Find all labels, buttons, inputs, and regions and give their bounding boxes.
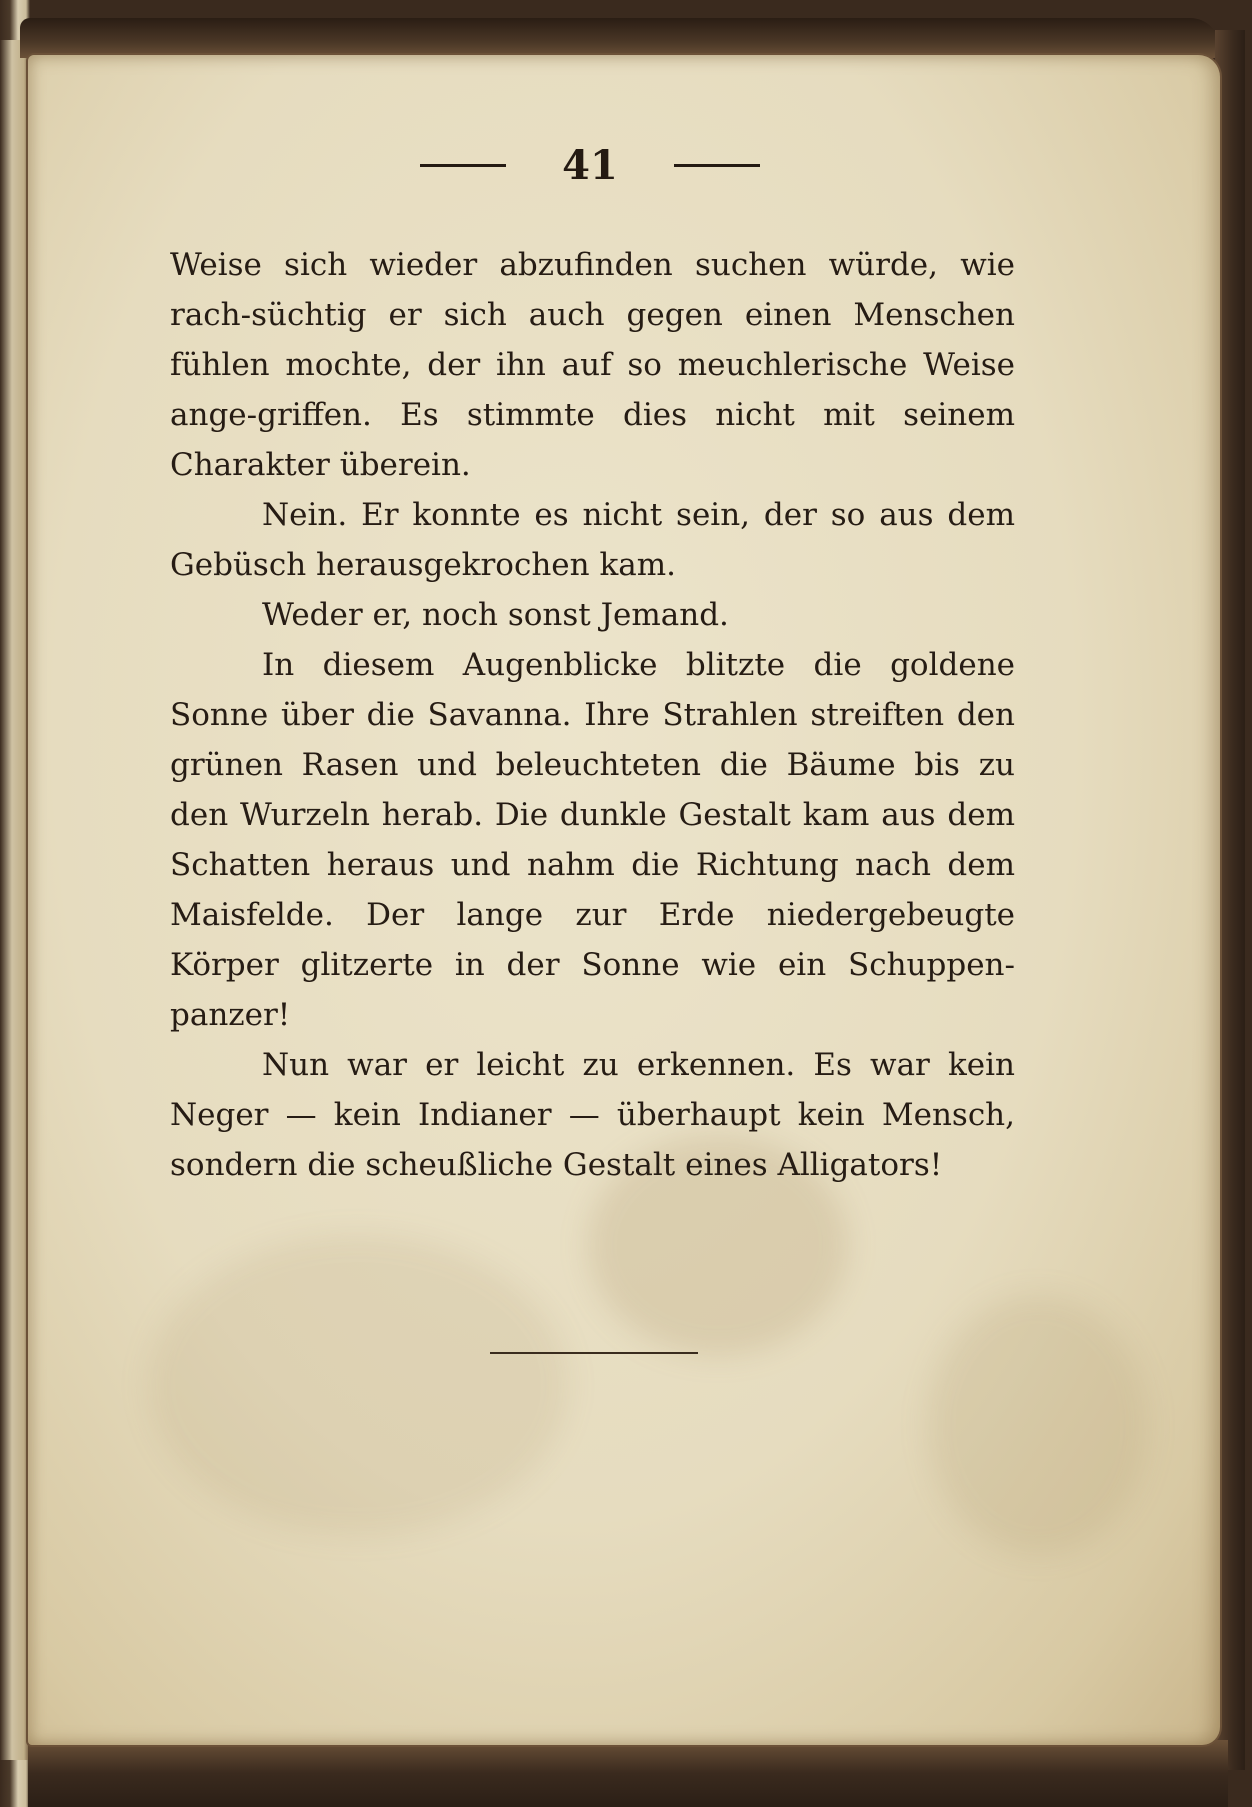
page-body [170, 240, 1015, 1190]
book-bottom-edge [28, 1740, 1228, 1807]
header-rule-left [420, 164, 506, 167]
book-top-edge [20, 18, 1220, 58]
paragraph: Weise sich wieder abzufinden suchen würde, wie rach-süchtig er sich auch gegen einen Menschen fühlen mochte, der ihn auf so meuchlerische Weise ange-griffen. Es stimmte dies nicht mit seinem Charakter überein. [170, 247, 1015, 483]
page-header [420, 140, 760, 190]
paper-stain [148, 1235, 568, 1535]
paragraph: In diesem Augenblicke blitzte die goldene Sonne über die Savanna. Ihre Strahlen streiften den grünen Rasen und beleuchteten die Bäume bis zu den Wurzeln herab. Die dunkle Gestalt kam aus dem Schatten heraus und nahm die Richtung nach dem Maisfelde. Der lange zur Erde niedergebeugte Körper glitzerte in der Sonne wie ein Schuppen-panzer! [170, 647, 1015, 1033]
chapter-end-rule [490, 1352, 698, 1354]
paragraph: Weder er, noch sonst Jemand. [262, 597, 729, 633]
paragraph: Nein. Er konnte es nicht sein, der so aus dem Gebüsch herausgekrochen kam. [170, 497, 1015, 583]
paragraph: Nun war er leicht zu erkennen. Es war kein Neger — kein Indianer — überhaupt kein Mensch, sondern die scheußliche Gestalt eines Alligators! [170, 1047, 1015, 1183]
header-rule-right [674, 164, 760, 167]
previous-page-edge [0, 40, 30, 1760]
page-number: 41 [562, 141, 618, 189]
paper-stain [928, 1295, 1148, 1555]
